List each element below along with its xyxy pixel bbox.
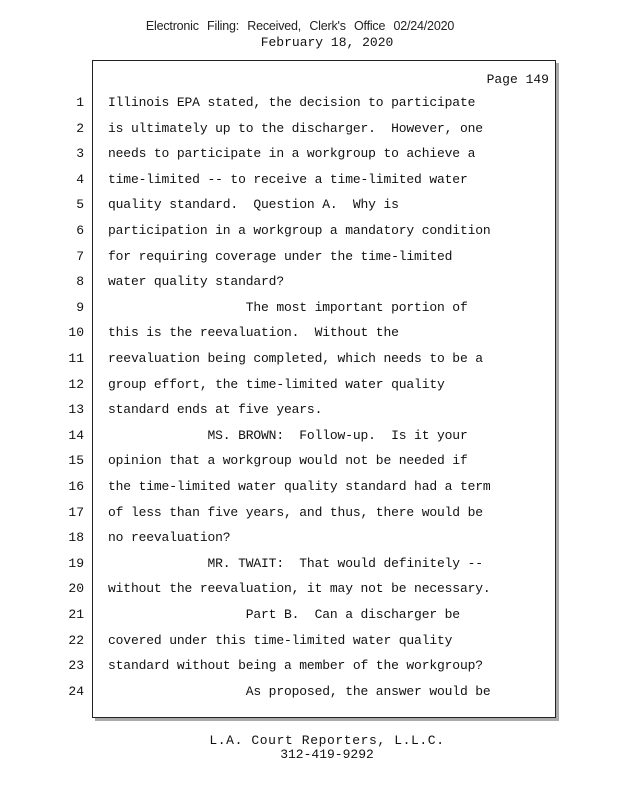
line-number: 10 (68, 325, 84, 340)
line-number: 22 (68, 633, 84, 648)
line-number: 8 (76, 274, 84, 289)
line-number: 17 (68, 505, 84, 520)
line-number: 21 (68, 607, 84, 622)
transcript-line: is ultimately up to the discharger. However, one (108, 121, 483, 136)
line-number: 12 (68, 377, 84, 392)
line-number: 20 (68, 581, 84, 596)
line-number: 11 (68, 351, 84, 366)
line-number: 23 (68, 658, 84, 673)
transcript-line: of less than five years, and thus, there would be (108, 505, 483, 520)
line-number: 19 (68, 556, 84, 571)
page-number: Page 149 (486, 72, 549, 87)
line-number: 9 (76, 300, 84, 315)
line-number: 5 (76, 197, 84, 212)
reporter-company: L.A. Court Reporters, L.L.C. (209, 733, 445, 748)
line-number-column (0, 0, 92, 800)
transcript-line: standard ends at five years. (108, 402, 323, 417)
transcript-line: without the reevaluation, it may not be necessary. (108, 581, 491, 596)
transcript-line: The most important portion of (108, 300, 468, 315)
transcript-line: Illinois EPA stated, the decision to participate (108, 95, 476, 110)
line-number: 2 (76, 121, 84, 136)
transcript-line: reevaluation being completed, which needs to be a (108, 351, 483, 366)
reporter-phone: 312-419-9292 (280, 747, 374, 762)
line-number: 24 (68, 684, 84, 699)
transcript-line: time-limited -- to receive a time-limited water (108, 172, 468, 187)
transcript-line: standard without being a member of the workgroup? (108, 658, 483, 673)
line-number: 18 (68, 530, 84, 545)
transcript-line: participation in a workgroup a mandatory condition (108, 223, 491, 238)
line-number: 4 (76, 172, 84, 187)
line-number: 3 (76, 146, 84, 161)
transcript-line: MS. BROWN: Follow-up. Is it your (108, 428, 468, 443)
transcript-line: As proposed, the answer would be (108, 684, 491, 699)
line-number: 15 (68, 453, 84, 468)
line-number: 16 (68, 479, 84, 494)
transcript-line: MR. TWAIT: That would definitely -- (108, 556, 483, 571)
line-number: 13 (68, 402, 84, 417)
filing-stamp: Electronic Filing: Received, Clerk's Office 02/24/2020 (145, 19, 455, 33)
transcript-line: Part B. Can a discharger be (108, 607, 460, 622)
transcript-line: water quality standard? (108, 274, 284, 289)
transcript-line: opinion that a workgroup would not be needed if (108, 453, 468, 468)
transcript-line: covered under this time-limited water quality (108, 633, 453, 648)
transcript-line: for requiring coverage under the time-limited (108, 249, 453, 264)
line-number: 7 (76, 249, 84, 264)
line-number: 6 (76, 223, 84, 238)
transcript-line: needs to participate in a workgroup to achieve a (108, 146, 476, 161)
transcript-date: February 18, 2020 (260, 35, 394, 50)
transcript-line: the time-limited water quality standard had a term (108, 479, 491, 494)
line-number: 1 (76, 95, 84, 110)
transcript-line: group effort, the time-limited water quality (108, 377, 445, 392)
transcript-line: this is the reevaluation. Without the (108, 325, 399, 340)
transcript-line: no reevaluation? (108, 530, 231, 545)
line-number: 14 (68, 428, 84, 443)
transcript-line: quality standard. Question A. Why is (108, 197, 399, 212)
